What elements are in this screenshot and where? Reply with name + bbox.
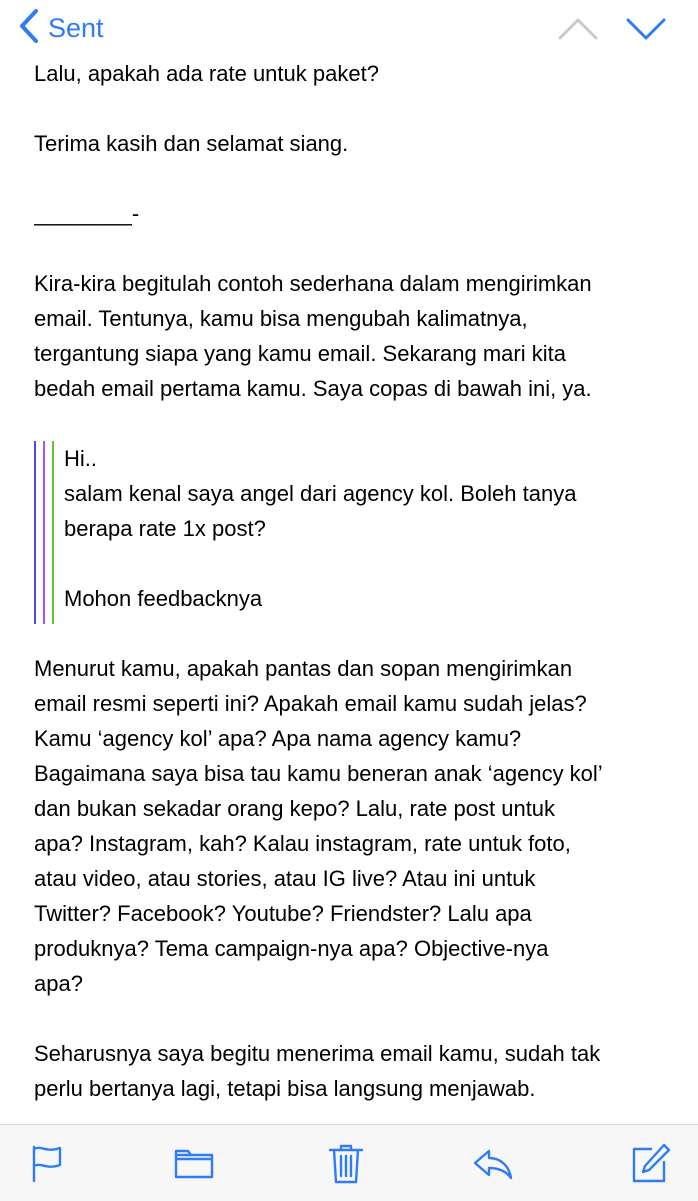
navigation-bar [0, 0, 698, 56]
delete-button[interactable] [324, 1141, 368, 1185]
text-line: Menurut kamu, apakah pantas dan sopan mengirimkan [34, 656, 573, 681]
blank-line [34, 1001, 674, 1036]
quote-text [64, 441, 674, 616]
trash-icon [324, 1141, 368, 1185]
chevron-left-icon [18, 8, 40, 49]
intro-text [34, 56, 674, 406]
text-line: Terima kasih dan selamat siang. [34, 131, 349, 156]
quote-bar [52, 441, 54, 624]
text-line: email resmi seperti ini? Apakah email kamu sudah jelas? [34, 691, 587, 716]
move-to-folder-button[interactable] [172, 1141, 216, 1185]
spacer [34, 406, 674, 441]
flag-icon [25, 1141, 69, 1185]
quote-bar [34, 441, 36, 624]
text-line: Kamu ‘agency kol’ apa? Apa nama agency kamu? [34, 726, 522, 751]
blank-line [34, 91, 674, 126]
chevron-down-icon [624, 12, 668, 46]
blank-line [34, 161, 674, 196]
text-line: salam kenal saya angel dari agency kol. Boleh tanya [64, 481, 577, 506]
text-line: Bagaimana saya bisa tau kamu beneran anak ‘agency kol’ [34, 761, 603, 786]
text-line: tergantung siapa yang kamu email. Sekarang mari kita [34, 341, 566, 366]
flag-button[interactable] [25, 1141, 69, 1185]
text-line: atau video, atau stories, atau IG live? Atau ini untuk [34, 866, 536, 891]
text-line: apa? Instagram, kah? Kalau instagram, rate untuk foto, [34, 831, 571, 856]
chevron-up-icon [556, 12, 600, 46]
quoted-email [34, 441, 674, 616]
text-line: Lalu, apakah ada rate untuk paket? [34, 61, 379, 86]
text-line: Hi.. [64, 446, 97, 471]
next-message-button[interactable] [624, 12, 668, 46]
text-line: Seharusnya saya begitu menerima email kamu, sudah tak [34, 1041, 601, 1066]
previous-message-button[interactable] [556, 12, 600, 46]
blank-line [64, 546, 674, 581]
text-line: dan bukan sekadar orang kepo? Lalu, rate post untuk [34, 796, 556, 821]
text-line: perlu bertanya lagi, tetapi bisa langsung menjawab. [34, 1076, 536, 1101]
text-line: Kira-kira begitulah contoh sederhana dalam mengirimkan [34, 271, 592, 296]
back-label: Sent [48, 12, 104, 43]
text-line: Twitter? Facebook? Youtube? Friendster? Lalu apa [34, 901, 532, 926]
text-line: berapa rate 1x post? [64, 516, 266, 541]
bottom-toolbar [0, 1124, 698, 1201]
text-line: bedah email pertama kamu. Saya copas di bawah ini, ya. [34, 376, 592, 401]
back-button[interactable] [18, 8, 104, 48]
folder-icon [172, 1141, 216, 1185]
spacer [34, 616, 674, 651]
blank-line [34, 231, 674, 266]
compose-button[interactable] [628, 1141, 672, 1185]
compose-icon [628, 1141, 672, 1185]
text-line: apa? [34, 971, 83, 996]
email-body [34, 56, 674, 1124]
text-line: produknya? Tema campaign-nya apa? Objective-nya [34, 936, 549, 961]
reply-icon [470, 1141, 514, 1185]
text-line: ________- [34, 201, 140, 226]
text-line: email. Tentunya, kamu bisa mengubah kalimatnya, [34, 306, 528, 331]
text-line: Mohon feedbacknya [64, 586, 263, 611]
body-text [34, 651, 674, 1106]
reply-button[interactable] [470, 1141, 514, 1185]
quote-bar [43, 441, 45, 624]
